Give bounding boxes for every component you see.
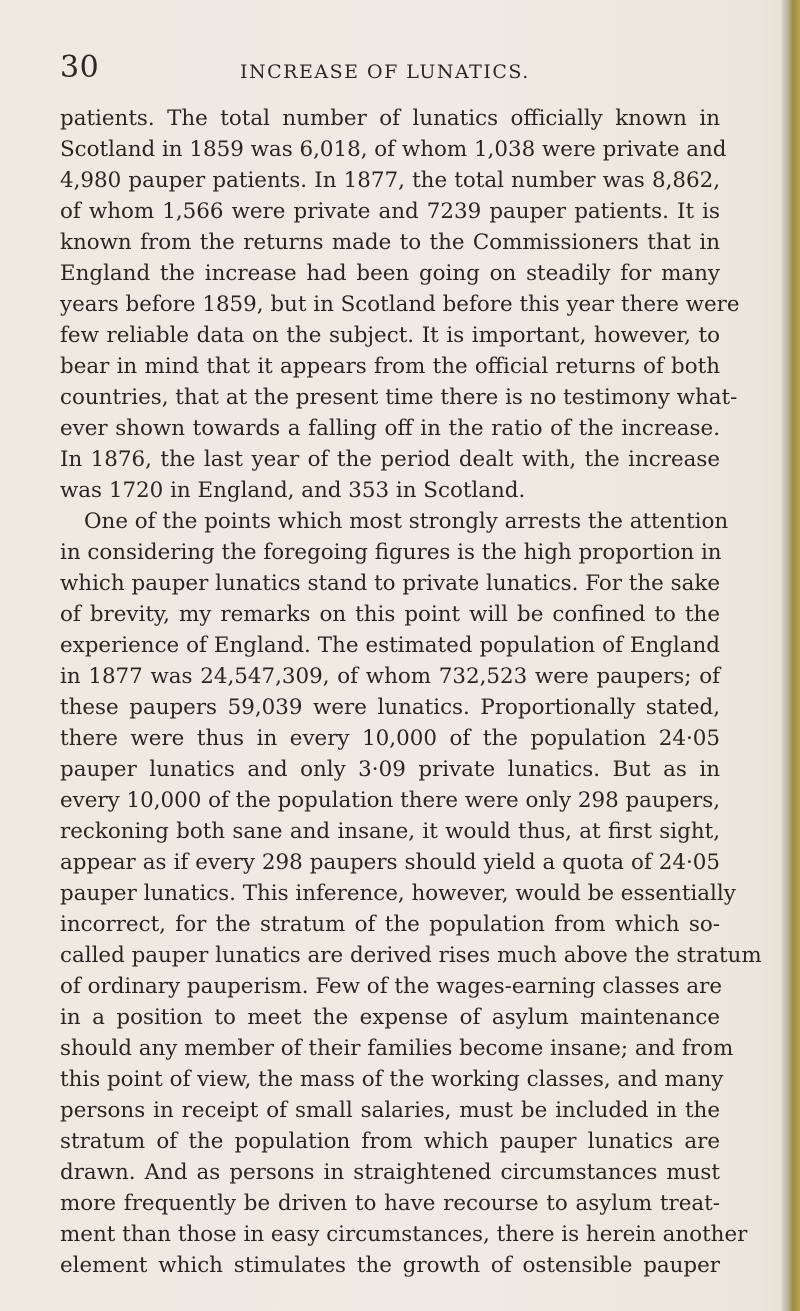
text-line: persons in receipt of small salaries, must be included in the	[60, 1098, 720, 1123]
text-line: pauper lunatics and only 3·09 private lunatics. But as in	[60, 757, 720, 782]
text-line: In 1876, the last year of the period dealt with, the increase	[60, 447, 720, 472]
text-line: ever shown towards a falling off in the ratio of the increase.	[60, 416, 720, 441]
paragraph-start-line: One of the points which most strongly arrests the attention	[84, 509, 729, 534]
text-line: in 1877 was 24,547,309, of whom 732,523 were paupers; of	[60, 664, 720, 689]
text-line: should any member of their families become insane; and from	[60, 1036, 734, 1061]
text-line: bear in mind that it appears from the official returns of both	[60, 354, 720, 379]
text-line: England the increase had been going on steadily for many	[60, 261, 720, 286]
text-line: incorrect, for the stratum of the population from which so-	[60, 912, 720, 937]
paragraph-end-line: was 1720 in England, and 353 in Scotland.	[60, 478, 526, 503]
text-line: this point of view, the mass of the working classes, and many	[60, 1067, 724, 1092]
page-binding-edge	[782, 0, 800, 1311]
text-line: patients. The total number of lunatics officially known in	[60, 106, 720, 131]
text-line: few reliable data on the subject. It is important, however, to	[60, 323, 720, 348]
page-number: 30	[60, 50, 100, 85]
text-line: which pauper lunatics stand to private lunatics. For the sake	[60, 571, 720, 596]
text-line: called pauper lunatics are derived rises much above the stratum	[60, 943, 762, 968]
text-line: pauper lunatics. This inference, however, would be essentially	[60, 881, 736, 906]
running-head: INCREASE OF LUNATICS.	[240, 61, 530, 83]
text-line: stratum of the population from which pauper lunatics are	[60, 1129, 720, 1154]
text-line: every 10,000 of the population there were only 298 paupers,	[60, 788, 721, 813]
text-line: experience of England. The estimated population of England	[60, 633, 720, 658]
text-line: of whom 1,566 were private and 7239 pauper patients. It is	[60, 199, 720, 224]
text-line: there were thus in every 10,000 of the population 24·05	[60, 726, 720, 751]
text-line: 4,980 pauper patients. In 1877, the total number was 8,862,	[60, 168, 720, 193]
text-line: of brevity, my remarks on this point will be confined to the	[60, 602, 720, 627]
text-line: known from the returns made to the Commissioners that in	[60, 230, 720, 255]
text-line: element which stimulates the growth of ostensible pauper	[60, 1253, 720, 1278]
text-line: in a position to meet the expense of asylum maintenance	[60, 1005, 720, 1030]
text-line: countries, that at the present time there is no testimony what-	[60, 385, 738, 410]
page-header	[60, 50, 720, 90]
text-line: ment than those in easy circumstances, there is herein another	[60, 1222, 748, 1247]
text-line: reckoning both sane and insane, it would thus, at first sight,	[60, 819, 720, 844]
text-line: these paupers 59,039 were lunatics. Proportionally stated,	[60, 695, 720, 720]
text-line: more frequently be driven to have recourse to asylum treat-	[60, 1191, 720, 1216]
text-line: of ordinary pauperism. Few of the wages-earning classes are	[60, 974, 722, 999]
body-text	[60, 103, 762, 1281]
text-line: appear as if every 298 paupers should yield a quota of 24·05	[60, 850, 720, 875]
text-line: drawn. And as persons in straightened circumstances must	[60, 1160, 720, 1185]
text-line: years before 1859, but in Scotland before this year there were	[60, 292, 740, 317]
text-line: in considering the foregoing figures is the high proportion in	[60, 540, 722, 565]
text-line: Scotland in 1859 was 6,018, of whom 1,038 were private and	[60, 137, 727, 162]
